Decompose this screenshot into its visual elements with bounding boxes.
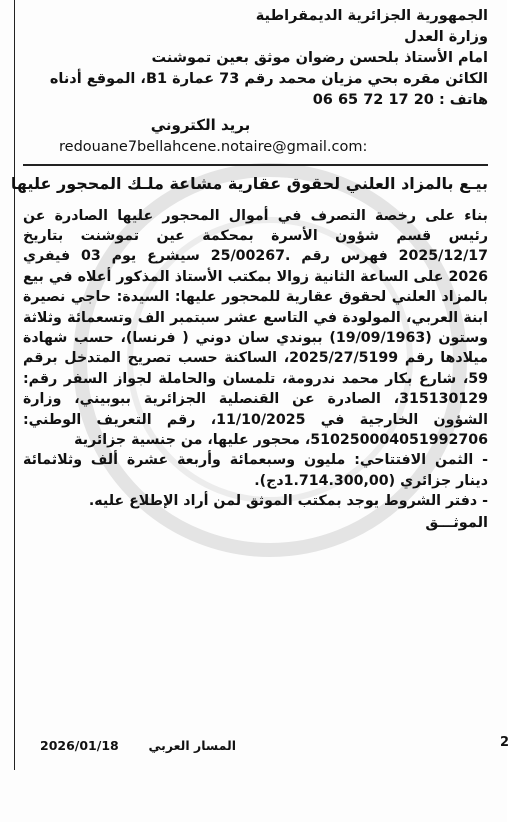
phone-value: 20 17 72 65 06 bbox=[312, 92, 434, 108]
header-republic: الجمهورية الجزائرية الديمقراطية bbox=[255, 8, 488, 24]
header-address: الكائن مقره بحي مزيان محمد رقم 73 عمارة B1، الموقع أدناه bbox=[49, 71, 488, 87]
phone-label: هاتف : bbox=[438, 92, 488, 108]
notice-title: بيـع بالمزاد العلني لحقوق عقارية مشاعة ملـك المحجور عليها bbox=[10, 173, 488, 193]
footer bbox=[14, 734, 498, 758]
signature: الموثـــق bbox=[425, 514, 488, 531]
opening-price: - الثمن الافتتاحي: مليون وسبعمائة وأربعة عشرة ألف وثلاثمائة دينار جزائري (1.714.300,00دج). bbox=[23, 452, 488, 489]
header-notary: امام الأستاذ بلحسن رضوان موثق بعين تموشنت bbox=[151, 50, 488, 66]
header-phone bbox=[23, 90, 488, 111]
conditions-book: - دفتر الشروط يوجد بمكتب الموثق لمن أراد الإطلاع عليه. bbox=[88, 493, 488, 510]
email-value: redouane7bellahcene.notaire@gmail.com: bbox=[59, 139, 368, 155]
notice-body bbox=[23, 206, 488, 512]
email-label: بريد الكتروني bbox=[150, 116, 251, 134]
divider bbox=[23, 164, 488, 166]
header-ministry: وزارة العدل bbox=[404, 29, 488, 45]
newspaper-name: المسار العربي bbox=[148, 738, 236, 753]
legal-notice bbox=[10, 0, 498, 770]
body-paragraph: بناء على رخصة التصرف في أموال المحجور عليها الصادرة عن رئيس قسم شؤون الأسرة بمحكمة عين تموشنت بتاريخ 2025/12/17 فهرس رقم .25/00267 سيشرع يوم 03 فيفري 2026 على الساعة الثانية زوالا بمكتب الأستاذ المذكور أعلاه في بيع بالمزاد العلني لحقوق عقارية للمحجور عليها: السيدة: حاجي نصيرة ابنة العربي، المولودة في التاسع عشر سبتمبر الف وتسعمائة وثلاثة وستون (19/09/1963) ببوندي سان دوني ( فرنسا)، حسب شهادة ميلادها رقم 2025/27/5199، الساكنة حسب تصريح المتدخل برقم 59، شارع بكار محمد ندرومة، تلمسان والحاملة لجواز السفر رقم: 315130129، الصادرة عن القنصلية الجزائرية ببوبيني، وزارة الشؤون الخارجية في 11/10/2025، رقم التعريف الوطني: 510250004051992706، محجور عليها، من جنسية جزائرية bbox=[23, 207, 488, 448]
publication-date: 2026/01/18 bbox=[40, 738, 119, 753]
page-number: 2 bbox=[500, 735, 509, 750]
